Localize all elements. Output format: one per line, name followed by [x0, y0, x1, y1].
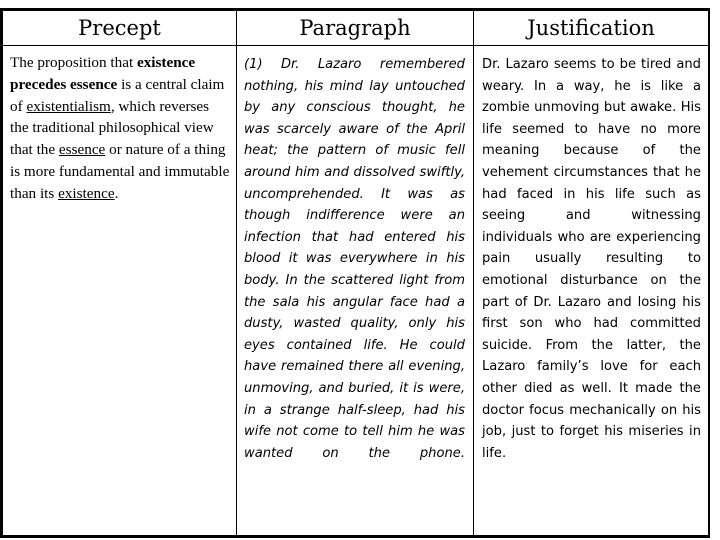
precept-key-phrase: existence precedes essence	[10, 54, 196, 93]
paragraph-cell: (1) Dr. Lazaro remembered nothing, his mind lay untouched by any conscious thought, he was scarcely aware of the April heat; the pattern of music fell around him and dissolved swiftly, uncomprehended. It was as though indifference were an infection that had entered his blood it was everywhere in his body. In the scattered light from the sala his angular face had a dusty, wasted quality, only his eyes contained life. He could have remained there all evening, unmoving, and buried, it is were, in a strange half-sleep, had his wife not come to tell him he was wanted on the phone.	[237, 46, 474, 536]
table-row	[3, 46, 709, 536]
header-row	[3, 11, 709, 46]
precept-term-existentialism: existentialism	[26, 97, 111, 115]
precept-term-essence: essence	[58, 141, 106, 159]
header-justification: Justification	[474, 11, 709, 46]
precept-text: is a central claim of	[10, 75, 225, 115]
header-paragraph: Paragraph	[237, 11, 474, 46]
precept-term-existence: existence	[58, 184, 115, 202]
literary-analysis-table	[2, 10, 709, 536]
precept-text: The proposition that	[10, 54, 137, 71]
precept-text: or nature of a thing is more fundamental and immutable than its	[10, 141, 230, 202]
literary-analysis-table-frame	[0, 8, 710, 538]
precept-cell	[3, 46, 237, 536]
justification-cell: Dr. Lazaro seems to be tired and weary. In a way, he is like a zombie unmoving but awake. His life seemed to have no more meaning because of the vehement circumstances that he had faced in his life such as seeing and witnessing individuals who are experiencing pain usually resulting to emotional disturbance on the part of Dr. Lazaro and losing his first son who had committed suicide. From the latter, the Lazaro family’s love for each other died as well. It made the doctor focus mechanically on his job, just to forget his miseries in life.	[474, 46, 709, 536]
precept-text: , which reverses the traditional philosophical view that the	[10, 97, 214, 159]
precept-text: .	[114, 184, 119, 202]
header-precept: Precept	[3, 11, 237, 46]
